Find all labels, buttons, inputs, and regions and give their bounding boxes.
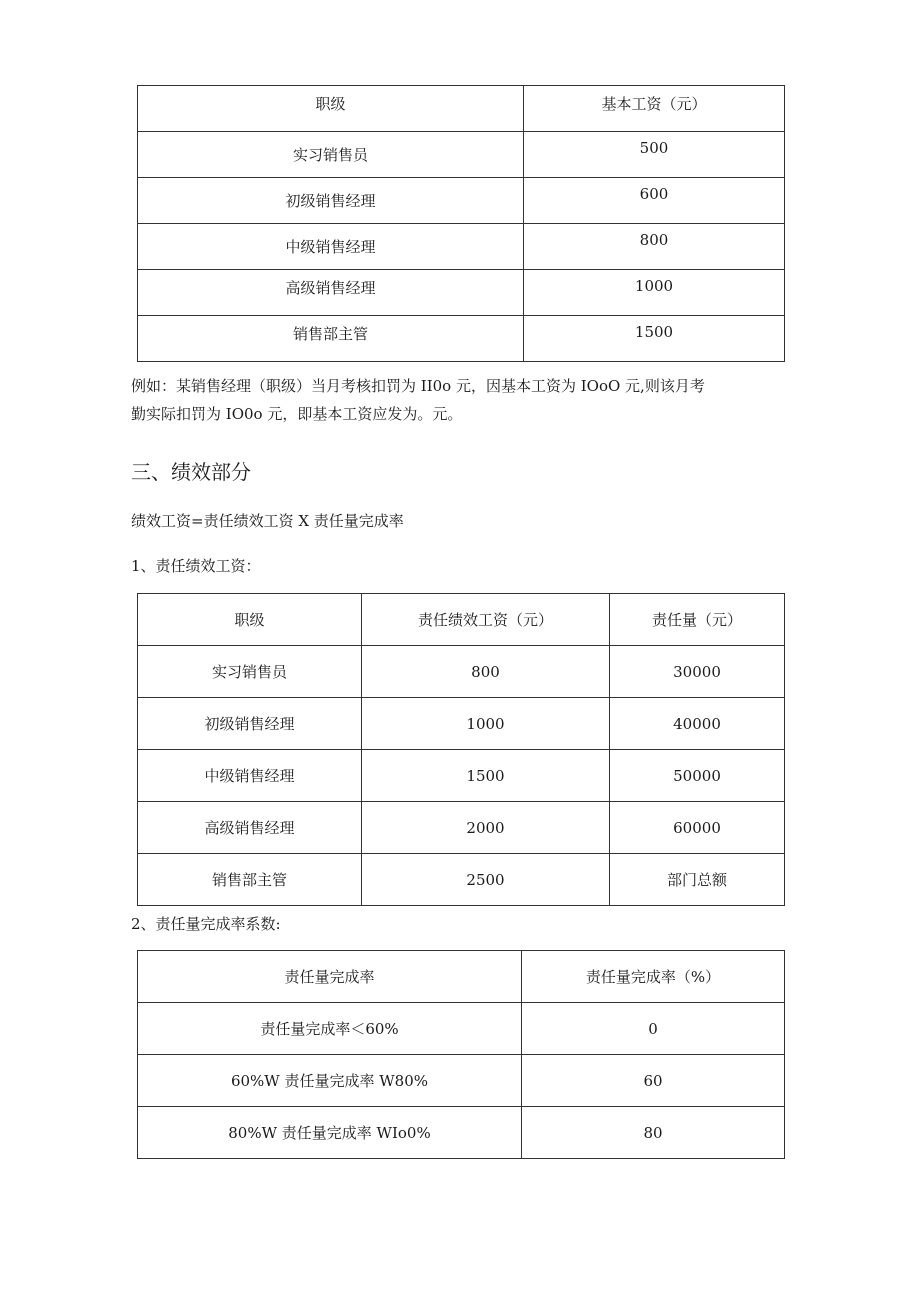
example-line-2: 勤实际扣罚为 IO0o 元，即基本工资应发为。元。 xyxy=(131,405,463,423)
header-rank: 职级 xyxy=(138,594,362,646)
cell-performance-salary: 1000 xyxy=(362,698,610,750)
table-row xyxy=(138,316,785,362)
example-paragraph xyxy=(131,372,705,428)
table-header-row xyxy=(138,86,785,132)
cell-completion-percent: 80 xyxy=(522,1107,785,1159)
table-row xyxy=(138,178,785,224)
performance-formula: 绩效工资=责任绩效工资 X 责任量完成率 xyxy=(131,512,404,530)
table-row xyxy=(138,854,785,906)
cell-base-salary: 600 xyxy=(524,178,785,224)
table-row xyxy=(138,224,785,270)
cell-rank: 高级销售经理 xyxy=(138,802,362,854)
cell-base-salary: 1500 xyxy=(524,316,785,362)
cell-performance-salary: 1500 xyxy=(362,750,610,802)
table-header-row xyxy=(138,594,785,646)
table-row xyxy=(138,698,785,750)
cell-performance-salary: 800 xyxy=(362,646,610,698)
table-row xyxy=(138,646,785,698)
completion-rate-table xyxy=(137,950,785,1159)
cell-completion-range: 80%W 责任量完成率 WIo0% xyxy=(138,1107,522,1159)
header-performance-salary: 责任绩效工资（元） xyxy=(362,594,610,646)
table-row xyxy=(138,132,785,178)
cell-base-salary: 500 xyxy=(524,132,785,178)
subheading-performance-salary: 1、责任绩效工资： xyxy=(131,557,261,575)
table-row xyxy=(138,750,785,802)
subheading-completion-coefficient: 2、责任量完成率系数: xyxy=(131,915,281,933)
cell-completion-range: 60%W 责任量完成率 W80% xyxy=(138,1055,522,1107)
table-row xyxy=(138,802,785,854)
header-completion-percent: 责任量完成率（%） xyxy=(522,951,785,1003)
cell-responsibility-amount: 50000 xyxy=(610,750,785,802)
table-row xyxy=(138,1107,785,1159)
cell-performance-salary: 2500 xyxy=(362,854,610,906)
cell-responsibility-amount: 部门总额 xyxy=(610,854,785,906)
cell-base-salary: 1000 xyxy=(524,270,785,316)
cell-completion-percent: 0 xyxy=(522,1003,785,1055)
cell-rank: 销售部主管 xyxy=(138,854,362,906)
cell-completion-range: 责任量完成率＜60% xyxy=(138,1003,522,1055)
cell-rank: 实习销售员 xyxy=(138,132,524,178)
cell-rank: 中级销售经理 xyxy=(138,750,362,802)
table-header-row xyxy=(138,951,785,1003)
cell-performance-salary: 2000 xyxy=(362,802,610,854)
cell-base-salary: 800 xyxy=(524,224,785,270)
cell-rank: 实习销售员 xyxy=(138,646,362,698)
section-heading: 三、绩效部分 xyxy=(131,460,251,484)
cell-completion-percent: 60 xyxy=(522,1055,785,1107)
table-row xyxy=(138,270,785,316)
header-responsibility-amount: 责任量（元） xyxy=(610,594,785,646)
cell-rank: 中级销售经理 xyxy=(138,224,524,270)
table-row xyxy=(138,1003,785,1055)
performance-salary-table xyxy=(137,593,785,906)
header-rank: 职级 xyxy=(138,86,524,132)
cell-responsibility-amount: 40000 xyxy=(610,698,785,750)
cell-responsibility-amount: 30000 xyxy=(610,646,785,698)
cell-rank: 初级销售经理 xyxy=(138,698,362,750)
header-completion-rate: 责任量完成率 xyxy=(138,951,522,1003)
header-base-salary: 基本工资（元） xyxy=(524,86,785,132)
cell-rank: 高级销售经理 xyxy=(138,270,524,316)
table-row xyxy=(138,1055,785,1107)
cell-responsibility-amount: 60000 xyxy=(610,802,785,854)
cell-rank: 初级销售经理 xyxy=(138,178,524,224)
cell-rank: 销售部主管 xyxy=(138,316,524,362)
example-line-1: 例如：某销售经理（职级）当月考核扣罚为 II0o 元，因基本工资为 IOoO 元,则该月考 xyxy=(131,377,705,395)
base-salary-table xyxy=(137,85,785,362)
